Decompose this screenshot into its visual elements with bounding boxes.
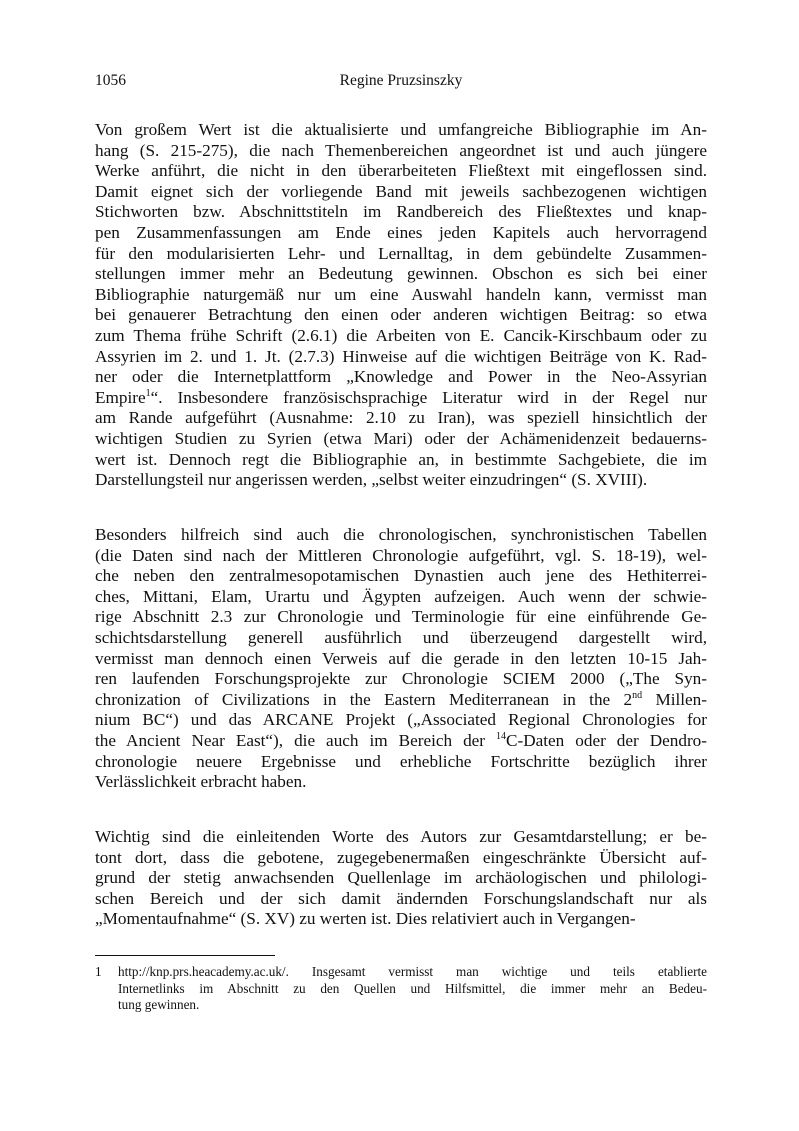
- paragraph-3-line: tont dort, dass die gebotene, zugegebenermaßen eingeschränkte Übersicht auf-: [95, 847, 707, 867]
- footnote-number: 1: [95, 964, 102, 979]
- paragraph-1-line: Assyrien im 2. und 1. Jt. (2.7.3) Hinweise auf die wichtigen Beiträge von K. Rad-: [95, 346, 707, 366]
- paragraph-1-line: wichtigen Studien zu Syrien (etwa Mari) oder der Achämenidenzeit bedauerns-: [95, 428, 707, 448]
- paragraph-1-line: Darstellungsteil nur angerissen werden, „selbst weiter einzudringen“ (S. XVIII).: [95, 470, 648, 490]
- footnote-text: [118, 964, 707, 1014]
- running-header: [95, 72, 707, 94]
- paragraph-1-line: Stichworten bzw. Abschnittstiteln im Randbereich des Fließtextes und knap-: [95, 202, 707, 222]
- paragraph-1-line: Werke anführt, die nicht in den überarbeiteten Fließtext mit eingeflossen sind.: [95, 161, 707, 181]
- text-segment: the Ancient Near East“), die auch im Bereich der: [95, 730, 497, 750]
- paragraph-2-line: [95, 690, 707, 711]
- text-segment: Empire: [95, 387, 146, 407]
- body-paragraph-1: [95, 120, 707, 491]
- paragraph-2-line: nium BC“) und das ARCANE Projekt („Associated Regional Chronologies for: [95, 710, 707, 730]
- paragraph-1-line: [95, 388, 707, 409]
- paragraph-1-line: ner oder die Internetplattform „Knowledge and Power in the Neo-Assyrian: [95, 367, 707, 387]
- paragraph-2-line: chronologie neuere Ergebnisse und erhebliche Fortschritte bezüglich ihrer: [95, 751, 707, 771]
- text-segment: chronization of Civilizations in the Eastern Mediterranean in the 2: [95, 689, 633, 709]
- running-head-author: Regine Pruzsinszky: [339, 72, 463, 89]
- paragraph-1-line: hang (S. 215-275), die nach Themenbereichen angeordnet ist und auch jüngere: [95, 140, 707, 160]
- paragraph-1-line: bei genauerer Betrachtung den einen oder anderen wichtigen Beitrag: so etwa: [95, 305, 707, 325]
- text-segment: C-Daten oder der Dendro-: [506, 730, 707, 750]
- paragraph-1-line: zum Thema frühe Schrift (2.6.1) die Arbeiten von E. Cancik-Kirschbaum oder zu: [95, 325, 707, 345]
- footnote-line: Internetlinks im Abschnitt zu den Quellen und Hilfsmittel, die immer mehr an Bedeu-: [118, 980, 707, 996]
- paragraph-2-line: vermisst man dennoch einen Verweis auf die gerade in den letzten 10-15 Jah-: [95, 648, 707, 668]
- paragraph-2-line: Verlässlichkeit erbracht haben.: [95, 772, 307, 792]
- paragraph-3-line: „Momentaufnahme“ (S. XV) zu werten ist. Dies relativiert auch in Vergangen-: [95, 909, 636, 929]
- text-segment: Millen-: [642, 689, 707, 709]
- paragraph-1-line: am Rande aufgeführt (Ausnahme: 2.10 zu Iran), was speziell hinsichtlich der: [95, 408, 707, 428]
- paragraph-2-line: (die Daten sind nach der Mittleren Chronologie aufgeführt, vgl. S. 18-19), wel-: [95, 545, 707, 565]
- paragraph-1-line: stellungen immer mehr an Bedeutung gewinnen. Obschon es sich bei einer: [95, 264, 707, 284]
- footnote-rule: [95, 955, 275, 956]
- paragraph-1-line: Damit eignet sich der vorliegende Band mit jeweils sachbezogenen wichtigen: [95, 181, 707, 201]
- paragraph-3-line: Wichtig sind die einleitenden Worte des Autors zur Gesamtdarstellung; er be-: [95, 827, 707, 846]
- body-paragraph-3: [95, 827, 707, 930]
- paragraph-2-line: [95, 731, 707, 752]
- superscript: 1: [145, 387, 151, 399]
- paragraph-2-line: che neben den zentralmesopotamischen Dynastien auch jene des Hethiterrei-: [95, 566, 707, 586]
- superscript: nd: [632, 689, 643, 701]
- paragraph-2-line: Besonders hilfreich sind auch die chronologischen, synchronistischen Tabellen: [95, 525, 707, 544]
- text-segment: “. Insbesondere französischsprachige Literatur wird in der Regel nur: [150, 387, 707, 407]
- paragraph-2-line: rige Abschnitt 2.3 zur Chronologie und Terminologie für eine einführende Ge-: [95, 607, 707, 627]
- paragraph-3-line: grund der stetig anwachsenden Quellenlage im archäologischen und philologi-: [95, 868, 707, 888]
- page-number: 1056: [95, 72, 126, 89]
- paragraph-2-line: ren laufenden Forschungsprojekte zur Chronologie SCIEM 2000 („The Syn-: [95, 669, 707, 689]
- paragraph-3-line: schen Bereich und der sich damit ändernden Forschungslandschaft nur als: [95, 888, 707, 908]
- paragraph-2-line: ches, Mittani, Elam, Urartu und Ägypten aufzeigen. Auch wenn der schwie-: [95, 586, 707, 606]
- paragraph-1-line: pen Zusammenfassungen am Ende eines jeden Kapitels auch hervorragend: [95, 222, 707, 242]
- superscript: 14: [496, 730, 507, 742]
- footnote-line: http://knp.prs.heacademy.ac.uk/. Insgesamt vermisst man wichtige und teils etablierte: [118, 964, 707, 979]
- paragraph-1-line: für den modularisierten Lehr- und Lernalltag, in dem gebündelte Zusammen-: [95, 243, 707, 263]
- paragraph-2-line: schichtsdarstellung generell ausführlich und überzeugend dargestellt wird,: [95, 627, 707, 647]
- paragraph-1-line: Von großem Wert ist die aktualisierte und umfangreiche Bibliographie im An-: [95, 120, 707, 139]
- footnote-line: tung gewinnen.: [118, 997, 200, 1013]
- paragraph-1-line: Bibliographie naturgemäß nur um eine Auswahl handeln kann, vermisst man: [95, 284, 707, 304]
- paragraph-1-line: wert ist. Dennoch regt die Bibliographie an, in bestimmte Sachgebiete, die im: [95, 449, 707, 469]
- body-paragraph-2: [95, 525, 707, 793]
